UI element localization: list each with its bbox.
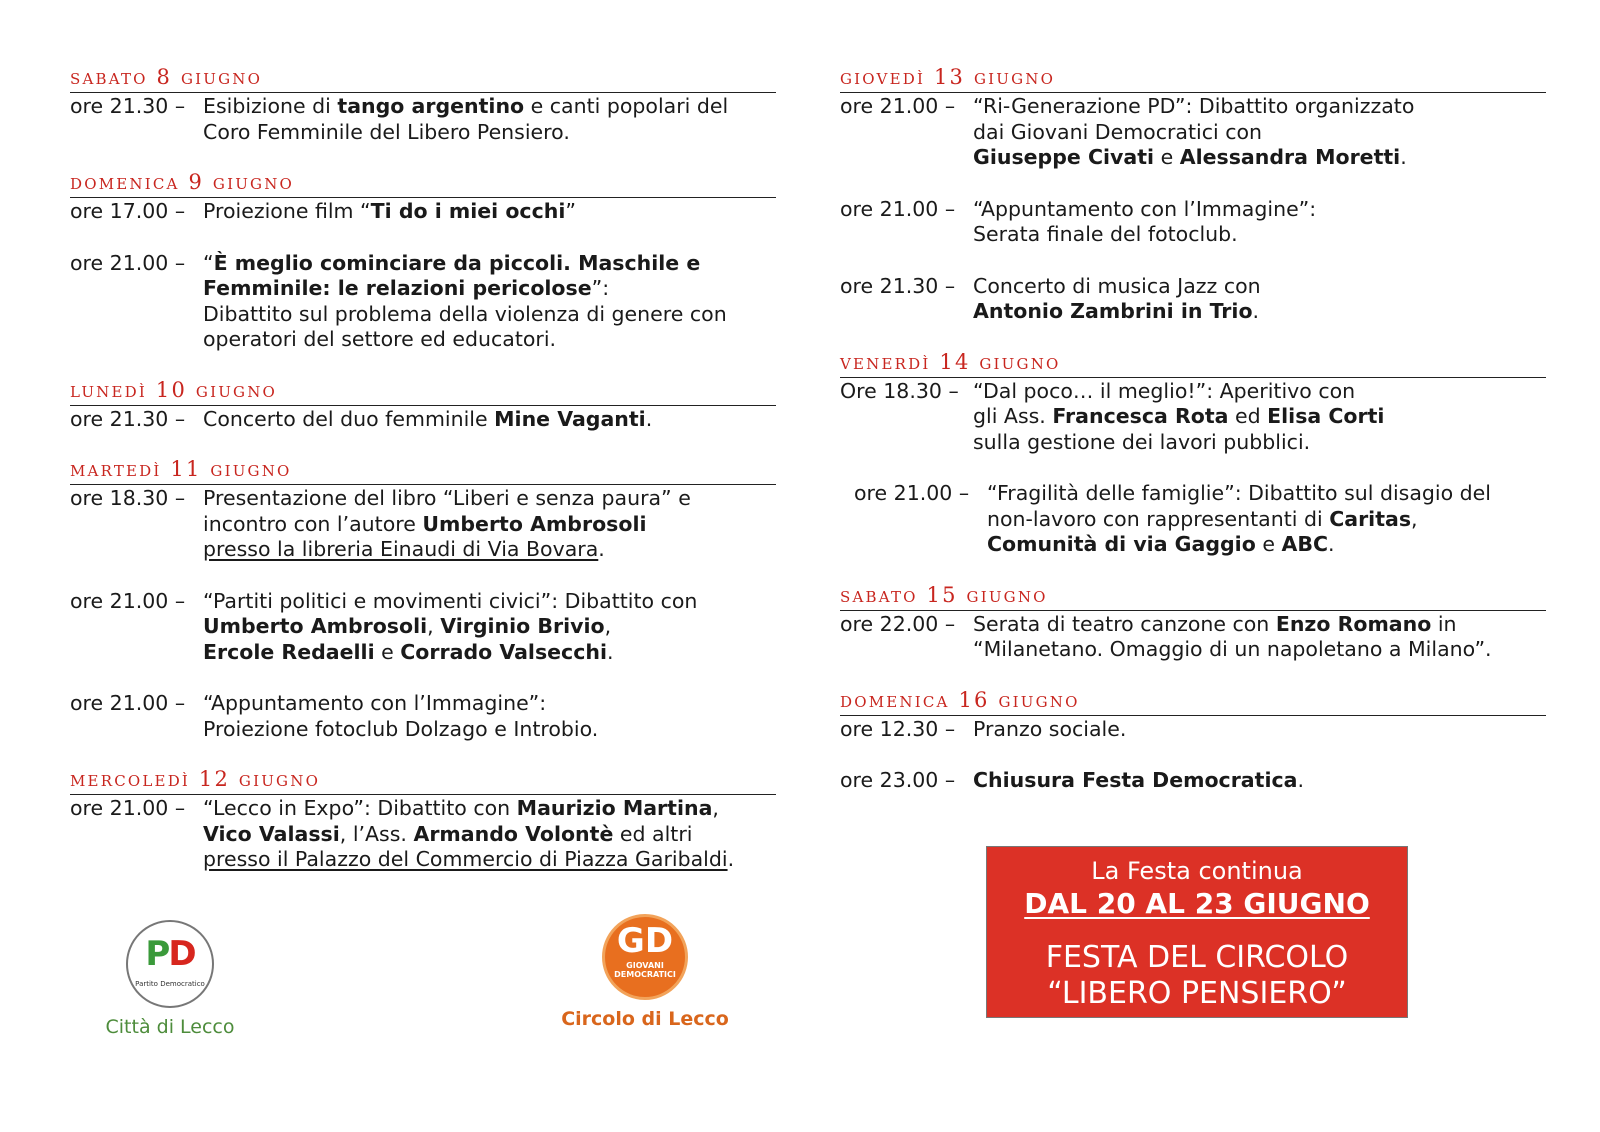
event-description: “Lecco in Expo”: Dibattito con Maurizio Martina, Vico Valassi, l’Ass. Armando Volontè ed altri presso il Palazzo del Commercio di Piazza Garibaldi. [203,796,735,871]
day-heading: martedì 11 giugno [70,456,776,485]
promo-title: FESTA DEL CIRCOLO “LIBERO PENSIERO” [1045,940,1349,1011]
event-time: ore 23.00 – [840,768,956,792]
event [70,199,776,225]
event [70,691,776,742]
gd-caption: Circolo di Lecco [561,1008,729,1030]
event-time: ore 21.30 – [70,94,186,118]
day-sabato-8 [70,64,776,145]
event-time: ore 22.00 – [840,611,956,636]
event [854,481,1546,558]
event-time: ore 21.00 – [70,691,186,715]
event-time: ore 21.30 – [70,406,186,431]
event-description: Concerto di musica Jazz con Antonio Zambrini in Trio. [973,273,1261,323]
right-column [840,64,1546,794]
event-time: Ore 18.30 – [840,378,959,403]
pd-logo [100,920,240,1038]
event-time: ore 21.00 – [840,196,956,221]
event [840,717,1546,743]
event-description: “È meglio cominciare da piccoli. Maschile e Femminile: le relazioni pericolose”: Dibattito sul problema della violenza di genere con operatori del settore ed educatori. [203,250,727,351]
event-time: ore 12.30 – [840,716,956,741]
promo-line: La Festa continua [1091,857,1303,885]
event [70,407,776,433]
pd-caption: Città di Lecco [105,1016,235,1038]
day-venerdi-14 [840,349,1546,558]
day-heading: venerdì 14 giugno [840,349,1546,378]
event-description: “Partiti politici e movimenti civici”: Dibattito con Umberto Ambrosoli, Virginio Brivio, Ercole Redaelli e Corrado Valsecchi. [203,588,698,664]
event [70,589,776,666]
event-time: ore 21.00 – [70,588,186,613]
gd-logo [560,914,730,1030]
event [840,94,1546,171]
pd-emblem-icon: PD Partito Democratico [126,920,214,1008]
event-description: Pranzo sociale. [973,716,1127,741]
day-sabato-15 [840,582,1546,663]
day-mercoledi-12 [70,766,776,873]
event-description: Presentazione del libro “Liberi e senza paura” e incontro con l’autore Umberto Ambrosoli presso la libreria Einaudi di Via Bovara. [203,486,691,561]
day-heading: lunedì 10 giugno [70,377,776,406]
event-description: Chiusura Festa Democratica. [973,768,1304,792]
event [840,612,1546,663]
event-description: “Appuntamento con l’Immagine”: Proiezione fotoclub Dolzago e Introbio. [203,691,599,741]
event-description: “Fragilità delle famiglie”: Dibattito sul disagio del non-lavoro con rappresentanti di Caritas, Comunità di via Gaggio e ABC. [987,481,1491,556]
event [70,486,776,563]
day-heading: mercoledì 12 giugno [70,766,776,795]
event-time: ore 21.30 – [840,273,956,298]
day-heading: domenica 16 giugno [840,687,1546,716]
day-giovedi-13 [840,64,1546,325]
venue-link: presso il Palazzo del Commercio di Piazza Garibaldi [203,847,728,871]
event-description: “Appuntamento con l’Immagine”: Serata finale del fotoclub. [973,196,1317,246]
event-time: ore 21.00 – [840,94,956,118]
event [840,197,1546,248]
event-description: Esibizione di tango argentino e canti popolari del Coro Femminile del Libero Pensiero. [203,94,729,144]
event-time: ore 21.00 – [854,481,970,505]
event-description: “Ri-Generazione PD”: Dibattito organizzato dai Giovani Democratici con Giuseppe Civati e Alessandra Moretti. [973,94,1415,169]
day-domenica-16 [840,687,1546,794]
day-heading: domenica 9 giugno [70,169,776,198]
gd-emblem-icon: GD GIOVANI DEMOCRATICI [602,914,688,1000]
promo-dates: DAL 20 AL 23 GIUGNO [1024,887,1370,920]
left-column [70,64,776,873]
day-domenica-9 [70,169,776,353]
event [70,94,776,145]
promo-box [986,846,1408,1018]
event [70,796,776,873]
day-heading: sabato 15 giugno [840,582,1546,611]
event [840,379,1546,456]
venue-link: presso la libreria Einaudi di Via Bovara [203,537,599,561]
day-lunedi-10 [70,377,776,433]
event [840,274,1546,325]
event [70,251,776,353]
event-description: Proiezione film “Ti do i miei occhi” [203,199,576,223]
event-time: ore 21.00 – [70,796,186,820]
event-description: Serata di teatro canzone con Enzo Romano in “Milanetano. Omaggio di un napoletano a Milano”. [973,611,1492,661]
event [840,768,1546,794]
event-time: ore 21.00 – [70,250,186,275]
event-time: ore 17.00 – [70,199,186,223]
event-description: “Dal poco… il meglio!”: Aperitivo con gli Ass. Francesca Rota ed Elisa Corti sulla gestione dei lavori pubblici. [973,378,1385,454]
day-martedi-11 [70,456,776,742]
day-heading: sabato 8 giugno [70,64,776,93]
day-heading: giovedì 13 giugno [840,64,1546,93]
event-description: Concerto del duo femminile Mine Vaganti. [203,406,653,431]
event-time: ore 18.30 – [70,486,186,510]
